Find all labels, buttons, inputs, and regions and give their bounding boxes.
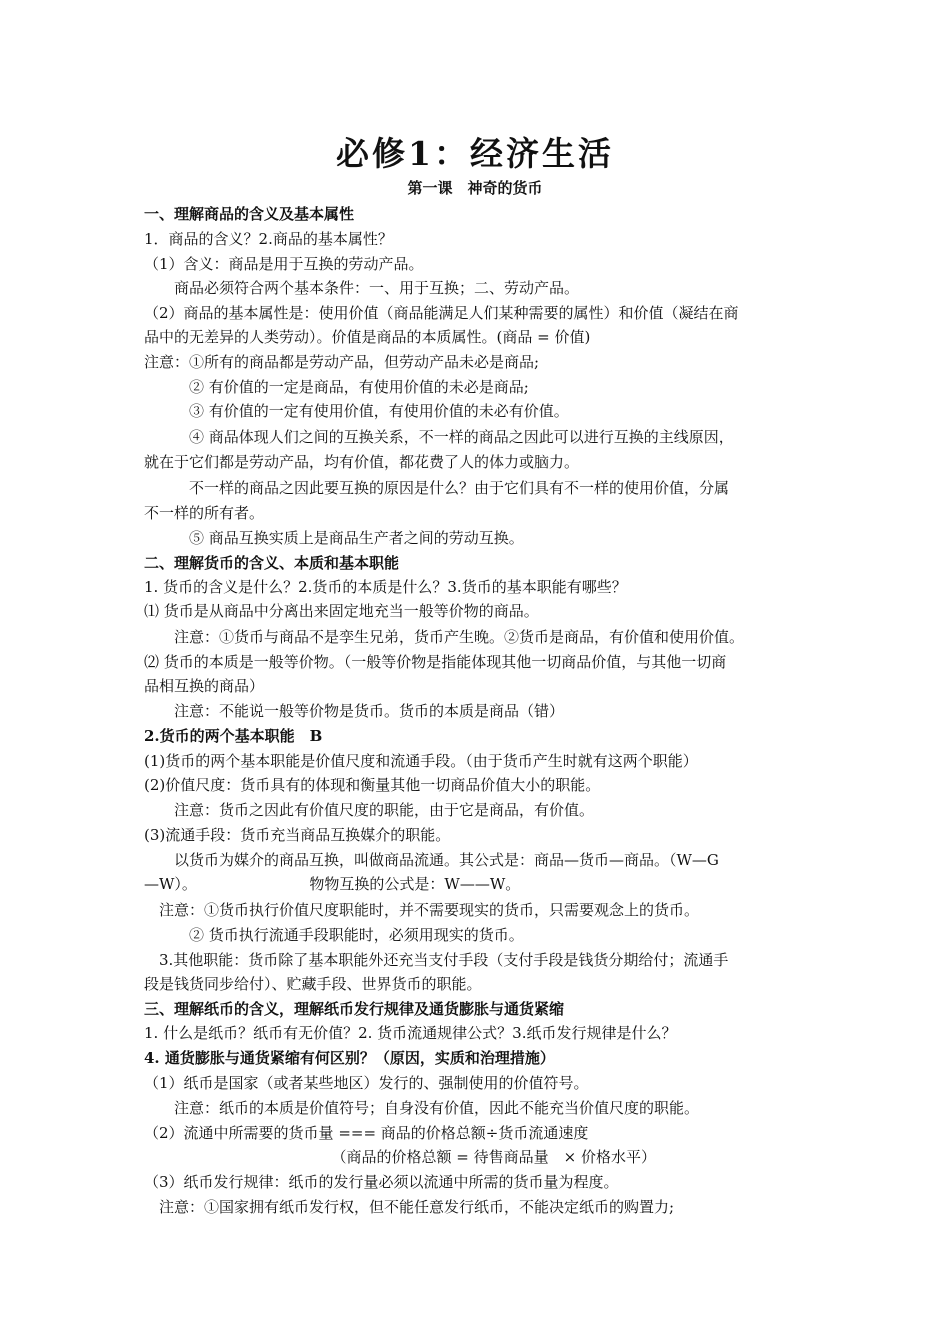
text-line: （2）商品的基本属性是：使用价值（商品能满足人们某种需要的属性）和价值（凝结在商	[144, 304, 739, 322]
question-line: 4. 通货膨胀与通货紧缩有何区别？（原因，实质和治理措施）	[144, 1049, 555, 1067]
definition-line: ⑵ 货币的本质是一般等价物。（一般等价物是指能体现其他一切商品价值，与其他一切商	[144, 653, 727, 671]
subheading: 2.货币的两个基本职能 B	[144, 727, 323, 745]
note-line: 注意：①国家拥有纸币发行权，但不能任意发行纸币，不能决定纸币的购置力;	[144, 1198, 675, 1216]
text-line: 就在于它们都是劳动产品，均有价值，都花费了人的体力或脑力。	[144, 453, 580, 471]
note-line: ② 有价值的一定是商品，有使用价值的未必是商品;	[144, 378, 529, 396]
text-line: 段是钱货同步给付）、贮藏手段、世界货币的职能。	[144, 975, 482, 993]
text-line: 3.其他职能：货币除了基本职能外还充当支付手段（支付手段是钱货分期给付；流通手	[144, 951, 729, 969]
text-line: 不一样的所有者。	[144, 504, 265, 522]
text-line: —W）。 物物互换的公式是：W——W。	[144, 875, 521, 893]
text-line: (1)货币的两个基本职能是价值尺度和流通手段。（由于货币产生时就有这两个职能）	[144, 752, 698, 770]
question-line: 1．商品的含义？2.商品的基本属性？	[144, 230, 393, 248]
question-line: 1. 什么是纸币？纸币有无价值？2. 货币流通规律公式？3.纸币发行规律是什么？	[144, 1024, 677, 1042]
formula-line: （商品的价格总额 = 待售商品量 × 价格水平）	[144, 1148, 656, 1166]
note-line: 注意：纸币的本质是价值符号；自身没有价值，因此不能充当价值尺度的职能。	[144, 1099, 700, 1117]
question-line: 1. 货币的含义是什么？2.货币的本质是什么？3.货币的基本职能有哪些？	[144, 578, 627, 596]
definition-line: （1）含义：商品是用于互换的劳动产品。	[144, 255, 424, 273]
note-line: 注意：①所有的商品都是劳动产品，但劳动产品未必是商品;	[144, 353, 540, 371]
formula-line: （2）流通中所需要的货币量 === 商品的价格总额÷货币流通速度	[144, 1124, 589, 1142]
text-line: (2)价值尺度：货币具有的体现和衡量其他一切商品价值大小的职能。	[144, 776, 601, 794]
definition-line: （3）纸币发行规律：纸币的发行量必须以流通中所需的货币量为程度。	[144, 1173, 619, 1191]
text-line: 品中的无差异的人类劳动）。价值是商品的本质属性。(商品 = 价值)	[144, 328, 591, 346]
note-line: ⑤ 商品互换实质上是商品生产者之间的劳动互换。	[144, 529, 524, 547]
note-line: ② 货币执行流通手段职能时，必须用现实的货币。	[144, 926, 524, 944]
note-line: ③ 有价值的一定有使用价值，有使用价值的未必有价值。	[144, 402, 569, 420]
lesson-title: 第一课 神奇的货币	[407, 179, 543, 197]
note-line: 注意：①货币执行价值尺度职能时，并不需要现实的货币，只需要观念上的货币。	[144, 901, 700, 919]
note-line: 注意：不能说一般等价物是货币。货币的本质是商品（错）	[144, 702, 565, 720]
text-line: 品相互换的商品）	[144, 677, 265, 695]
note-line: ④ 商品体现人们之间的互换关系，不一样的商品之因此可以进行互换的主线原因，	[144, 428, 734, 446]
section-heading-1: 一、理解商品的含义及基本属性	[144, 205, 355, 223]
document-title: 必修1：经济生活	[336, 134, 614, 173]
section-heading-3: 三、理解纸币的含义，理解纸币发行规律及通货膨胀与通货紧缩	[144, 1000, 565, 1018]
text-line: 商品必须符合两个基本条件：一、用于互换；二、劳动产品。	[144, 279, 580, 297]
text-line: 不一样的商品之因此要互换的原因是什么？由于它们具有不一样的使用价值，分属	[144, 479, 730, 497]
note-line: 注意：①货币与商品不是孪生兄弟，货币产生晚。②货币是商品，有价值和使用价值。	[144, 628, 745, 646]
definition-line: （1）纸币是国家（或者某些地区）发行的、强制使用的价值符号。	[144, 1074, 589, 1092]
note-line: 注意：货币之因此有价值尺度的职能，由于它是商品，有价值。	[144, 801, 595, 819]
text-line: 以货币为媒介的商品互换，叫做商品流通。其公式是：商品—货币—商品。（W—G	[144, 851, 719, 869]
text-line: (3)流通手段：货币充当商品互换媒介的职能。	[144, 826, 451, 844]
section-heading-2: 二、理解货币的含义、本质和基本职能	[144, 554, 400, 572]
definition-line: ⑴ 货币是从商品中分离出来固定地充当一般等价物的商品。	[144, 602, 539, 620]
